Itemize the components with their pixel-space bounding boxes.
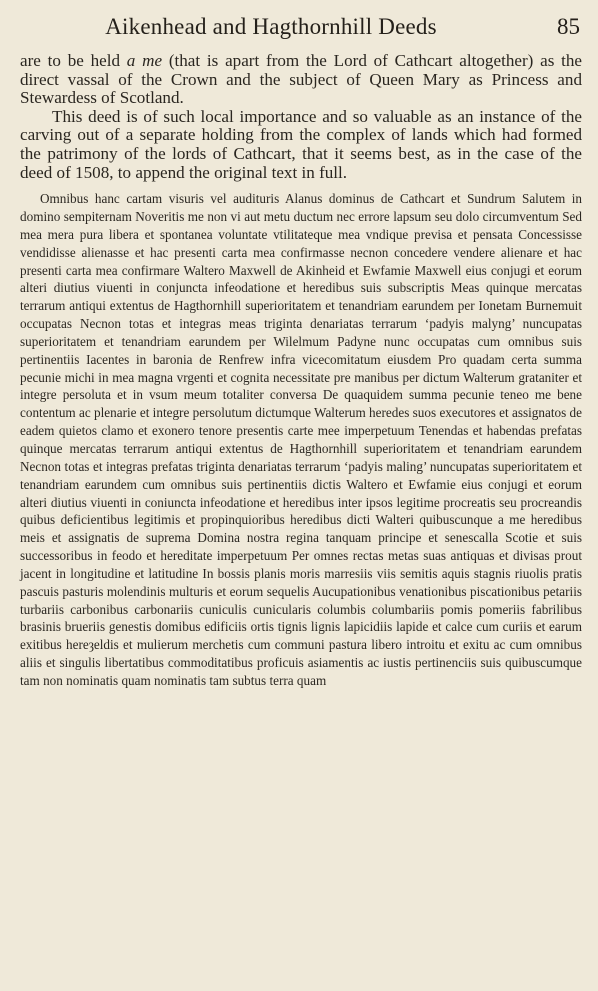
intro-paragraph-2: This deed is of such local importance and so valuable as an instance of the carving out of a separate holding from the complex of lands which had formed the patrimony of the lords of Cathcart, that it seems best, as in the case of the deed of 1508, to append the original text in full. [20, 106, 582, 182]
intro-paragraph-1 [20, 52, 582, 108]
running-head-title: Aikenhead and Hagthornhill Deeds [105, 14, 437, 39]
page-number: 85 [557, 14, 580, 39]
running-head [20, 12, 582, 52]
intro-text [20, 52, 582, 182]
intro-p1-italic: a me [126, 51, 163, 70]
latin-charter-text [20, 190, 582, 690]
intro-p1-start: are to be held [20, 51, 127, 70]
intro-p1-end: (that is apart from the Lord of Cathcart altogether) as the direct vassal of the Crown and the subject of Queen Mary as Princess and Stewardess of Scotland. [20, 51, 582, 108]
latin-paragraph: Omnibus hanc cartam visuris vel audituris Alanus dominus de Cathcart et Sundrum Salutem in domino sempiternam Noveritis me non vi aut metu ductum nec errore lapsum seu dolo circumventum Sed mea mera pura libera et spontanea voluntate vtilitateque mea vndique previsa et pensata Concessisse vendidisse alienasse et hac presenti carta mea confirmasse necnon concedere vendere alienare et hac presenti carta mea confirmare Waltero Maxwell de Akinheid et Ewfamie Maxwell eius conjugi et eorum alteri diutius viuenti in conjuncta infeodatione et heredibus suis subscriptis Meas quinque mercatas terrarum antiqui extentus de Hagthornhill superioritatem et tenandriam earundem per Ionetam Burnemuit occupatas Necnon totas et integras meas triginta denariatas terrarum ‘padyis malyng’ nuncupatas superioritatem et tenandriam earundem per Wilelmum Padyne nunc occupatas cum omnibus suis pertinentiis Iacentes in baronia de Renfrew infra vicecomitatum eiusdem Pro quadam certa summa pecunie michi in mea magna vrgenti et cognita necessitate pre manibus per dictum Walterum grataniter et integre persoluta et in vsum meum totaliter conversa De quaquidem summa pecunie teneo me bene contentum ac plenarie et integre persolutum dictumque Walterum heredes suos executores et assignatos de eadem quietos clamo et exonero tenore presentis carte mee imperpetuum Tenendas et habendas prefatas quinque mercatas terrarum antiqui extentus de Hagthornhill superioritatem et tenandriam earundem Necnon totas et integras prefatas triginta denariatas terrarum ‘padyis maling’ nuncupatas superioritatem et tenandriam earundem cum omnibus suis pertinentiis dictis Waltero et Ewfamie eius conjugi et eorum alteri diutius viuenti in coniuncta infeodatione et heredibus inter ipsos legitime procreatis seu procreandis quibus deficientibus legitimis et propinquioribus heredibus dicti Walteri quibuscunque a me heredibus meis et assignatis de suprema Domina nostra regina tanquam principe et senescalla Scotie et suis successoribus in feodo et hereditate imperpetuum Per omnes rectas metas suas antiquas et divisas prout jacent in longitudine et latitudine In bossis planis moris marresiis viis semitis aquis stagnis riuolis pratis pascuis pasturis molendinis multuris et eorum sequelis Aucupationibus venationibus piscationibus petariis turbariis carbonibus carbonariis cuniculis cunicularis columbis columbariis pomis pomeriis fabrilibus brasinis brueriis genestis domibus edificiis ortis tignis lignis lapicidiis lapide et calce cum curiis et earum exitibus hereȝeldis et mulierum merchetis cum communi pastura libero introitu et exitu ac cum omnibus aliis et singulis libertatibus commoditatibus proficuis asiamentis ac iustis pertinenciis suis quibuscumque tam non nominatis quam nominatis tam subtus terra quam [20, 191, 582, 688]
